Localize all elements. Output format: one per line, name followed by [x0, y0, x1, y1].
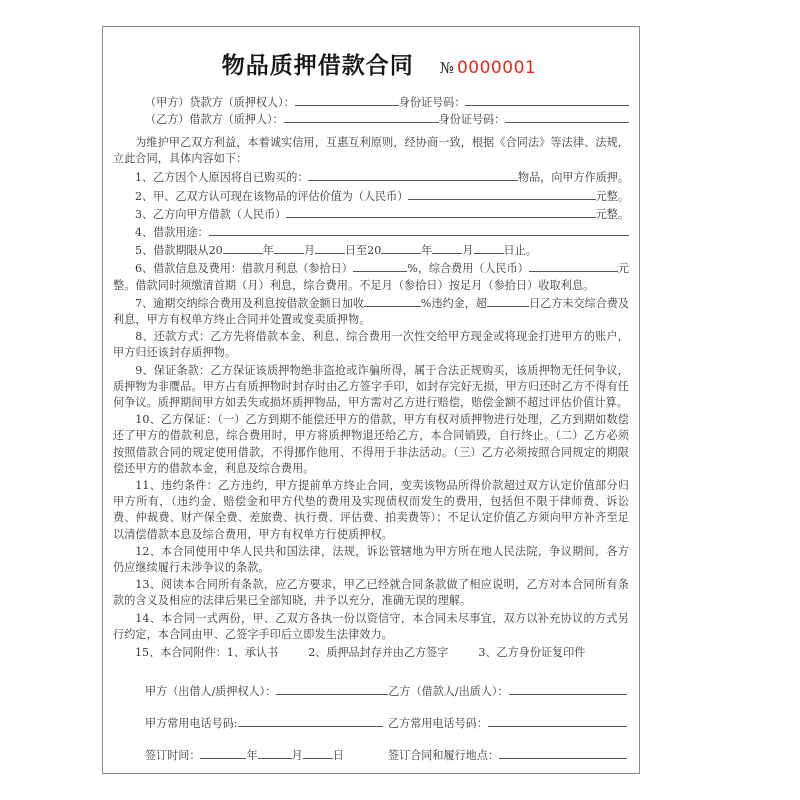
- signature-borrower: [388, 683, 627, 700]
- loan-start-month-field[interactable]: [274, 242, 304, 254]
- signing-month-field[interactable]: [258, 747, 292, 759]
- party-a-id-label: 身份证号码：: [398, 96, 466, 109]
- contract-frame: [102, 26, 640, 774]
- clause-3-prefix: 3、乙方向甲方借款（人民币）: [135, 207, 287, 221]
- signing-year-unit: 年: [246, 749, 258, 763]
- loan-end-month-field[interactable]: [432, 242, 462, 254]
- monthly-interest-field[interactable]: [353, 260, 407, 272]
- clause-5: [111, 242, 633, 259]
- clause-1-suffix: 物品，向甲方作质押。: [518, 171, 629, 185]
- document-number: [440, 58, 536, 78]
- loan-start-year-field[interactable]: [223, 242, 263, 254]
- clause-7-line1: [111, 295, 633, 312]
- clause-3-amount-field[interactable]: [286, 206, 595, 218]
- comprehensive-fee-field[interactable]: [529, 260, 618, 272]
- clause-5-p5: 年: [421, 244, 433, 258]
- party-b-id-label: 身份证号码：: [438, 113, 506, 126]
- signature-row-phones: [145, 715, 627, 732]
- signature-lender: [145, 683, 388, 700]
- clause-7-line2: 利息，甲方有权单方终止合同并处置或变卖质押物。: [113, 313, 371, 327]
- clause-3-suffix: 元整。: [595, 207, 629, 221]
- lender-phone-field[interactable]: [238, 715, 383, 727]
- clause-6-p1: 6、借款信息及费用：借款月利息（参拾日）: [135, 262, 353, 276]
- lender-signature-field[interactable]: [276, 683, 388, 695]
- attachment-2: 2、质押品封存并由乙方签字: [308, 646, 449, 660]
- borrower-phone: [388, 715, 627, 732]
- signing-day-field[interactable]: [303, 747, 333, 759]
- attachment-1: 1、承认书: [226, 646, 279, 660]
- clause-13: 13、阅读本合同所有条款，应乙方要求，甲乙已经就合同条款做了相应说明，乙方对本合同所有条款的含义及相应的法律后果已全部知晓，并予以充分，准确无误的理解。: [113, 578, 629, 608]
- clause-1: [111, 169, 633, 186]
- signature-block: [111, 683, 633, 764]
- party-b-label: （乙方）借款方（质押人）：: [145, 113, 284, 126]
- clause-2-value-field[interactable]: [408, 188, 595, 200]
- signing-day-unit: 日: [332, 749, 344, 763]
- signing-date: [145, 747, 388, 764]
- clause-list: [111, 169, 633, 661]
- lender-phone: [145, 715, 388, 732]
- clause-5-p1: 5、借款期限从20: [135, 244, 223, 258]
- party-a-id-field[interactable]: [465, 94, 629, 106]
- clause-2-prefix: 2、甲、乙双方认可现在该物品的评估价值为（人民币）: [135, 189, 409, 203]
- clause-4-purpose-field[interactable]: [209, 224, 629, 236]
- loan-end-year-field[interactable]: [381, 242, 421, 254]
- borrower-phone-label: 乙方常用电话号码：: [388, 717, 488, 731]
- party-b-name-field[interactable]: [284, 111, 439, 123]
- signing-month-unit: 月: [291, 749, 303, 763]
- clause-10: 10、乙方保证：（一）乙方到期不能偿还甲方的借款，甲方有权对质押物进行处理，乙方到期如数偿还了甲方的借款利息，综合费用时，甲方将质押物退还给乙方，本合同销毁，自行终止。（二）乙方必须按照借款合同的规定使用借款，不得挪作他用、不得用于非法活动。（三）乙方必须按照合同规定的期限偿还甲方的借款本金，利息及综合费用。: [113, 413, 629, 475]
- number-mark: №: [439, 59, 454, 77]
- clause-6-p3: 元: [617, 262, 629, 276]
- borrower-label: 乙方（借款人/出质人）：: [388, 685, 509, 699]
- lender-phone-label: 甲方常用电话号码:: [145, 717, 238, 731]
- attachment-3: 3、乙方身份证复印件: [478, 646, 586, 660]
- clause-1-item-field[interactable]: [308, 169, 518, 181]
- contract-body: [103, 27, 639, 773]
- loan-end-day-field[interactable]: [474, 242, 504, 254]
- loan-start-day-field[interactable]: [315, 242, 345, 254]
- clause-2-suffix: 元整。: [595, 189, 629, 203]
- overdue-days-field[interactable]: [487, 295, 529, 307]
- clause-2: [111, 188, 633, 205]
- signature-row-date-place: [145, 747, 627, 764]
- clause-15: [111, 645, 633, 661]
- clause-7-p2: %违约金，超: [420, 296, 487, 310]
- clause-5-p6: 月: [462, 244, 474, 258]
- clause-5-p2: 年: [262, 244, 274, 258]
- clause-6-line2: 整。借款同时须缴清首期（月）利息，综合费用。不足月（参拾日）按足月（参拾日）收取利息。: [113, 278, 595, 292]
- clause-6-line1: [111, 260, 633, 277]
- clause-4: [111, 224, 633, 241]
- clause-6-p2: %，综合费用（人民币）: [407, 262, 529, 276]
- clause-8: 8、还款方式：乙方先将借款本金、利息、综合费用一次性交给甲方现金或将现金打进甲方的账户，甲方归还该封存质押物。: [113, 330, 629, 360]
- clause-15-prefix: 15、本合同附件：: [135, 646, 227, 660]
- clause-5-p4: 日至20: [344, 244, 382, 258]
- party-row-jiafang: [145, 94, 629, 111]
- page-title: 物品质押借款合同: [221, 52, 414, 79]
- clause-3: [111, 206, 633, 223]
- party-a-label: （甲方）贷款方（质押权人）：: [145, 96, 295, 109]
- title-row: [111, 47, 633, 80]
- parties-header: [111, 94, 633, 128]
- party-b-id-field[interactable]: [505, 111, 629, 123]
- clause-4-prefix: 4、借款用途：: [135, 226, 209, 240]
- clause-7-p1: 7、逾期交纳综合费用及利息按借款金额日加收: [135, 296, 364, 310]
- party-row-yifang: [145, 111, 629, 128]
- number-value: 0000001: [456, 58, 537, 78]
- borrower-phone-field[interactable]: [488, 715, 627, 727]
- lender-label: 甲方（出借人/质押权人）：: [145, 685, 277, 699]
- signing-place-label: 签订合同和履行地点：: [388, 749, 499, 763]
- borrower-signature-field[interactable]: [509, 683, 627, 695]
- clause-11: 11、违约条件：乙方违约，甲方提前单方终止合同，变卖该物品所得价款超过双方认定价值部分归甲方所有，（违约金、赔偿金和甲方代垫的费用及实现债权而发生的费用，包括但不限于律师费、诉讼费、仲裁费、财产保全费、差旅费、执行费、评估费、拍卖费等）；不足认定价值乙方须向甲方补齐至足以清偿借款本息及综合费用，甲方有权单方行使质押权。: [113, 479, 629, 541]
- signing-year-field[interactable]: [200, 747, 246, 759]
- clause-1-prefix: 1、乙方因个人原因将自已购买的：: [135, 171, 309, 185]
- signing-place-field[interactable]: [499, 747, 627, 759]
- penalty-rate-field[interactable]: [364, 295, 421, 307]
- clause-5-p7: 日止。: [503, 244, 537, 258]
- clause-5-p3: 月: [303, 244, 315, 258]
- signing-place: [388, 747, 627, 764]
- clause-9: 9、保证条款：乙方保证该质押物绝非盗抢或诈骗所得，属于合法正规购买，该质押物无任何争议，质押物为非赝品。甲方占有质押物时封存时由乙方签字手印，如封存完好无损，甲方归还时乙方不得有任何争议。质押期间甲方如丢失或损坏质押物品，甲方需对乙方进行赔偿，赔偿金额不超过评估价值计算。: [113, 363, 629, 410]
- clause-12: 12、本合同使用中华人民共和国法律，法规，诉讼管辖地为甲方所在地人民法院，争议期间，各方仍应继续履行未涉争议的条款。: [113, 544, 629, 575]
- clause-7-p3: 日乙方未交综合费及: [529, 296, 629, 310]
- preamble-paragraph: 为维护甲乙双方利益，本着诚实信用，互惠互利原则，经协商一致，根据《合同法》等法律、法规，立此合同，具体内容如下：: [113, 136, 629, 166]
- party-a-name-field[interactable]: [295, 94, 399, 106]
- signature-row-names: [145, 683, 627, 700]
- signing-date-label: 签订时间：: [145, 749, 201, 763]
- clause-14: 14、本合同一式两份，甲、乙双方各执一份以资信守，本合同未尽事宜，双方以补充协议的方式另行约定，本合同由甲、乙签字手印后立即发生法律效力。: [113, 611, 629, 641]
